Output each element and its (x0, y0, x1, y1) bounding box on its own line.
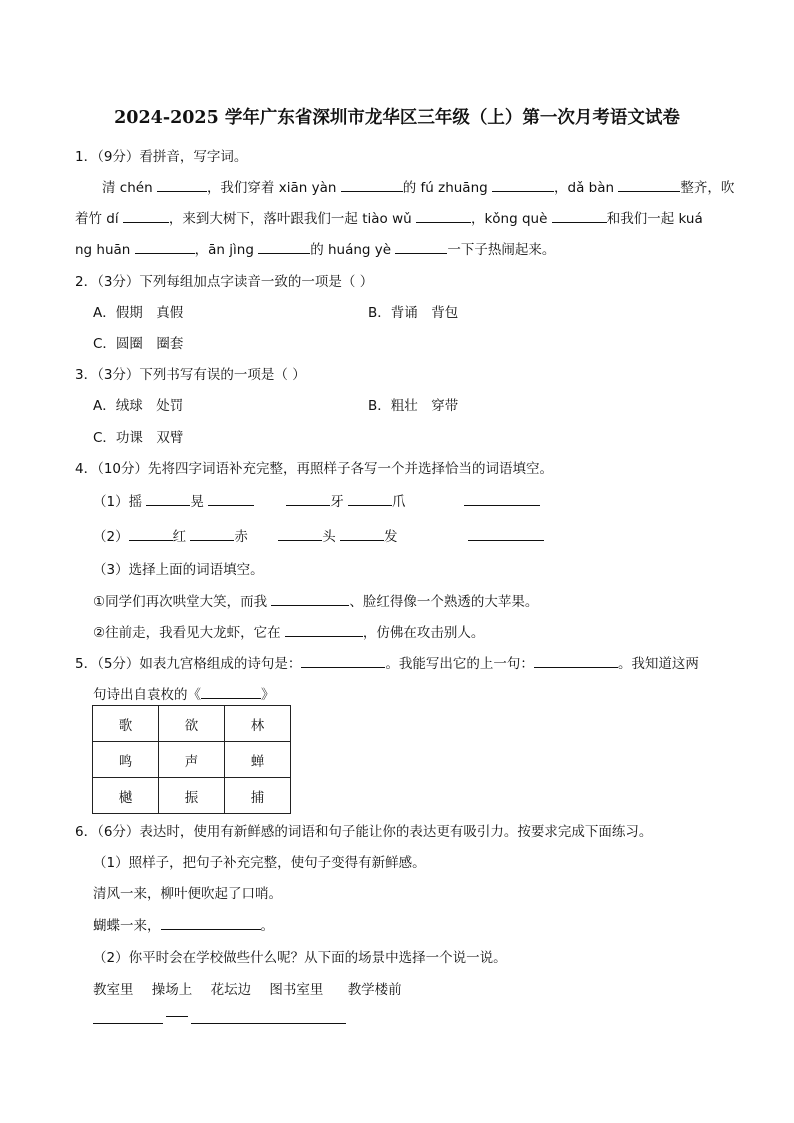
q2-stem: 2．（3分）下列每组加点字读音一致的一项是（ ） (75, 274, 374, 290)
answer-blank[interactable] (278, 528, 322, 541)
place-option: 图书室里 (269, 982, 324, 998)
q2-option-c[interactable]: C．圆圈 圈套 (93, 336, 184, 352)
answer-blank[interactable] (468, 528, 544, 541)
q4-sentence-2 (93, 621, 484, 641)
q1-line-3 (75, 238, 555, 258)
dash-separator (166, 1016, 188, 1017)
answer-blank[interactable] (534, 655, 618, 668)
answer-blank[interactable] (492, 179, 554, 192)
grid-cell: 蝉 (225, 742, 291, 778)
q1-text: ，kǒng què (470, 211, 548, 227)
answer-blank[interactable] (341, 179, 403, 192)
q6-part-1: （1）照样子，把句子补充完整，使句子变得有新鲜感。 (93, 855, 426, 871)
q2-option-a[interactable]: A．假期 真假 (93, 305, 184, 321)
answer-blank[interactable] (135, 241, 195, 254)
grid-cell: 歌 (93, 706, 159, 742)
nine-grid-table (92, 705, 291, 814)
q1-text: 着竹 dí (75, 211, 119, 227)
q4-row-2 (93, 525, 544, 545)
q6-stem: 6．（6分）表达时，使用有新鲜感的词语和句子能让你的表达更有吸引力。按要求完成下面练习。 (75, 824, 653, 840)
q6-places (93, 978, 402, 998)
grid-cell: 林 (225, 706, 291, 742)
q4-char: 发 (383, 529, 398, 545)
q2-option-b[interactable]: B．背诵 背包 (368, 305, 459, 321)
q1-text: 和我们一起 kuá (606, 211, 703, 227)
answer-blank[interactable] (416, 210, 471, 223)
answer-line-place[interactable] (93, 1023, 163, 1024)
answer-blank[interactable] (464, 493, 540, 506)
answer-blank[interactable] (301, 655, 385, 668)
q1-text: 的 fú zhuāng (402, 180, 488, 196)
q4-char: 头 (322, 529, 336, 545)
answer-blank[interactable] (190, 528, 234, 541)
q1-text: ng huān (75, 242, 131, 258)
q1-text: 清 chén (102, 180, 153, 196)
place-option: 教室里 (93, 982, 134, 998)
paper-title: 2024-2025 学年广东省深圳市龙华区三年级（上）第一次月考语文试卷 (114, 108, 680, 128)
grid-cell: 樾 (93, 778, 159, 814)
answer-blank[interactable] (123, 210, 169, 223)
q5-text: 句诗出自袁枚的《 (93, 687, 201, 703)
place-option: 花坛边 (210, 982, 252, 998)
q4-label: （2） (93, 529, 129, 545)
answer-blank[interactable] (129, 528, 173, 541)
answer-blank[interactable] (340, 528, 384, 541)
answer-blank[interactable] (348, 493, 392, 506)
q1-line-2 (75, 207, 703, 227)
answer-line-description[interactable] (191, 1023, 346, 1024)
answer-blank[interactable] (286, 493, 330, 506)
grid-cell: 鸣 (93, 742, 159, 778)
q4-char: 晃 (190, 494, 204, 510)
q4-char: 爪 (391, 494, 406, 510)
q3-option-a[interactable]: A．绒球 处罚 (93, 398, 184, 414)
answer-blank[interactable] (208, 493, 254, 506)
q5-line-1 (75, 652, 699, 672)
q4-sentence-1 (93, 590, 538, 610)
q4-row-1 (93, 490, 540, 510)
q4-part-3: （3）选择上面的词语填空。 (93, 562, 264, 578)
q3-option-b[interactable]: B．粗壮 穿带 (368, 398, 459, 414)
q6-example: 清风一来，柳叶便吹起了口哨。 (93, 886, 282, 902)
q5-text: 。我知道这两 (617, 656, 699, 672)
q4-char: 牙 (330, 494, 344, 510)
q1-text: 一下子热闹起来。 (447, 242, 556, 258)
q1-text: 的 huáng yè (310, 242, 392, 258)
q4-text: ，仿佛在攻击别人。 (362, 625, 485, 641)
grid-cell: 声 (159, 742, 225, 778)
grid-cell: 捕 (225, 778, 291, 814)
q4-stem: 4．（10分）先将四字词语补充完整，再照样子各写一个并选择恰当的词语填空。 (75, 461, 554, 477)
place-option: 教学楼前 (347, 982, 402, 998)
q5-text: 》 (261, 687, 275, 703)
q4-label: （1）摇 (93, 494, 143, 510)
answer-blank[interactable] (146, 493, 190, 506)
place-option: 操场上 (151, 982, 193, 998)
q1-stem: 1．（9分）看拼音，写字词。 (75, 149, 248, 165)
q5-text: 5．（5分）如表九宫格组成的诗句是： (75, 656, 302, 672)
q1-text: 整齐，吹 (680, 180, 735, 196)
answer-blank[interactable] (552, 210, 607, 223)
q6-part-2: （2）你平时会在学校做些什么呢？从下面的场景中选择一个说一说。 (93, 950, 507, 966)
q1-text: ，ān jìng (194, 242, 254, 258)
answer-blank[interactable] (201, 686, 261, 699)
answer-blank[interactable] (157, 179, 207, 192)
q1-line-1 (102, 176, 734, 196)
q4-text: ②往前走，我看见大龙虾，它在 (93, 625, 281, 641)
q1-text: ，dǎ bàn (554, 180, 615, 196)
answer-blank[interactable] (271, 593, 349, 606)
grid-cell: 振 (159, 778, 225, 814)
q1-text: ，来到大树下，落叶跟我们一起 tiào wǔ (168, 211, 412, 227)
q6-text: 。 (260, 918, 274, 934)
q3-stem: 3．（3分）下列书写有误的一项是（ ） (75, 367, 306, 383)
q4-char: 红 (172, 529, 187, 545)
q4-char: 赤 (234, 529, 248, 545)
q6-text: 蝴蝶一来， (93, 918, 161, 934)
answer-blank[interactable] (395, 241, 447, 254)
q3-option-c[interactable]: C．功课 双臂 (93, 430, 184, 446)
q1-text: ，我们穿着 xiān yàn (206, 180, 337, 196)
grid-cell: 欲 (159, 706, 225, 742)
q5-text: 。我能写出它的上一句： (385, 656, 534, 672)
q4-text: ①同学们再次哄堂大笑，而我 (93, 594, 268, 610)
q6-question (93, 914, 274, 934)
answer-blank[interactable] (285, 624, 363, 637)
answer-blank[interactable] (258, 241, 310, 254)
answer-blank[interactable] (618, 179, 680, 192)
q4-text: 、脸红得像一个熟透的大苹果。 (349, 594, 539, 610)
q5-line-2 (93, 683, 275, 703)
answer-blank[interactable] (161, 917, 261, 930)
